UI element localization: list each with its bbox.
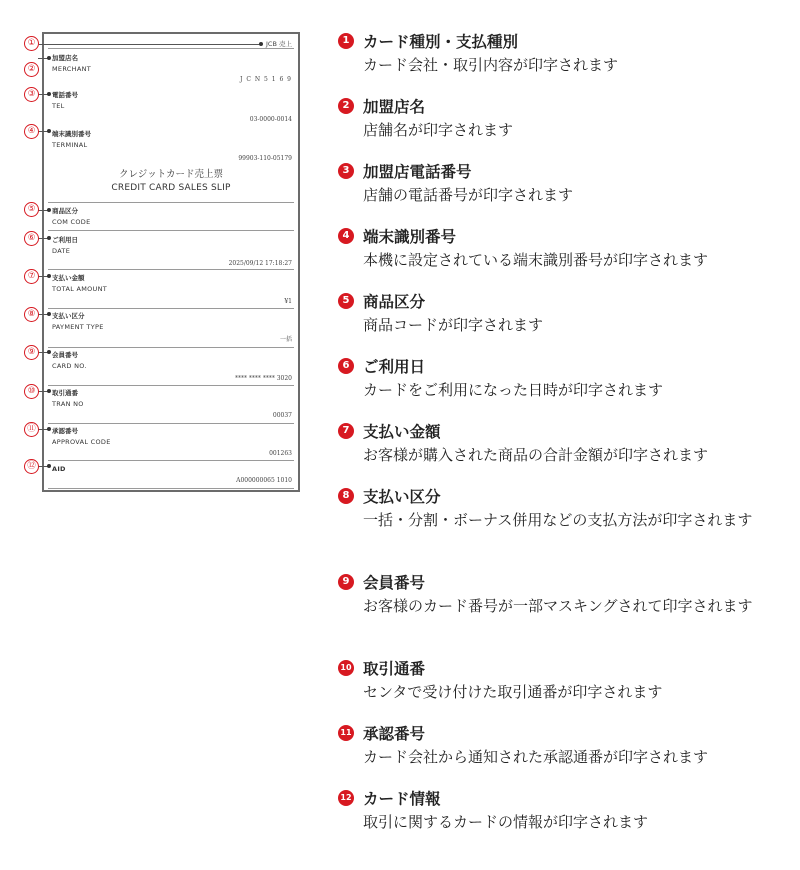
tran-value: 00037 <box>272 412 292 419</box>
divider <box>48 48 294 49</box>
tran-label-en: TRAN NO <box>52 400 84 408</box>
approval-value: 001263 <box>269 450 292 457</box>
divider <box>48 423 294 424</box>
legend-number: 11 <box>338 725 354 741</box>
divider <box>48 460 294 461</box>
aid-value: A000000065 1010 <box>236 477 292 484</box>
legend-title: 加盟店名 <box>363 98 426 116</box>
legend-title: 取引通番 <box>363 660 426 678</box>
terminal-label-en: TERMINAL <box>52 141 88 149</box>
legend-title: 商品区分 <box>363 293 426 311</box>
date-value: 2025/09/12 17:18:27 <box>228 260 292 267</box>
legend-number: 12 <box>338 790 354 806</box>
tran-label-jp: 取引通番 <box>52 389 78 397</box>
legend-number: 7 <box>338 423 354 439</box>
merchant-label-jp: 加盟店名 <box>52 54 78 62</box>
marker-12: ⑫ <box>24 459 39 474</box>
payment-value: 一括 <box>279 336 292 343</box>
legend-number: 5 <box>338 293 354 309</box>
approval-label-en: APPROVAL CODE <box>52 438 111 446</box>
marker-11: ⑪ <box>24 422 39 437</box>
marker-8: ⑧ <box>24 307 39 322</box>
legend-number: 4 <box>338 228 354 244</box>
merchant-label-en: MERCHANT <box>52 65 92 73</box>
connector-dot <box>259 42 263 46</box>
legend-description: センタで受け付けた取引通番が印字されます <box>363 683 663 701</box>
marker-6: ⑥ <box>24 231 39 246</box>
tel-label-en: TEL <box>52 102 65 110</box>
divider <box>48 385 294 386</box>
legend-description: お客様が購入された商品の合計金額が印字されます <box>363 446 709 464</box>
card-label-jp: 会員番号 <box>52 351 78 359</box>
divider <box>48 202 294 203</box>
legend-title: 会員番号 <box>363 574 426 592</box>
com-label-en: COM CODE <box>52 218 91 226</box>
connector-dot <box>47 92 51 96</box>
connector-dot <box>47 350 51 354</box>
date-label-en: DATE <box>52 247 71 255</box>
card-label-en: CARD NO. <box>52 362 87 370</box>
divider <box>48 230 294 231</box>
connector-dot <box>47 236 51 240</box>
legend-title: 承認番号 <box>363 725 426 743</box>
connector-dot <box>47 208 51 212</box>
legend-number: 10 <box>338 660 354 676</box>
legend-number: 8 <box>338 488 354 504</box>
marker-4: ④ <box>24 124 39 139</box>
legend-description: 店舗名が印字されます <box>363 121 514 139</box>
legend-description: 商品コードが印字されます <box>363 316 544 334</box>
marker-1: ① <box>24 36 39 51</box>
legend-title: 加盟店電話番号 <box>363 163 472 181</box>
connector-dot <box>47 427 51 431</box>
divider <box>48 308 294 309</box>
terminal-value: 99903-110-05179 <box>238 155 292 162</box>
payment-label-en: PAYMENT TYPE <box>52 323 104 331</box>
marker-3: ③ <box>24 87 39 102</box>
payment-label-jp: 支払い区分 <box>52 312 85 320</box>
amount-label-jp: 支払い金額 <box>52 274 85 282</box>
receipt-diagram <box>0 0 320 520</box>
connector-dot <box>47 464 51 468</box>
connector-dot <box>47 274 51 278</box>
terminal-label-jp: 端末識別番号 <box>52 130 91 138</box>
slip-title-jp: クレジットカード売上票 <box>119 169 223 180</box>
card-type-value: JCB 売上 <box>266 40 292 48</box>
legend-description: お客様のカード番号が一部マスキングされて印字されます <box>363 597 753 615</box>
marker-10: ⑩ <box>24 384 39 399</box>
legend-description: 一括・分割・ボーナス併用などの支払方法が印字されます <box>363 511 753 529</box>
legend-description: カード会社から通知された承認通番が印字されます <box>363 748 709 766</box>
connector-dot <box>47 129 51 133</box>
connector-dot <box>47 389 51 393</box>
amount-label-en: TOTAL AMOUNT <box>52 285 108 293</box>
legend-title: カード種別・支払種別 <box>363 33 519 51</box>
slip-title-en: CREDIT CARD SALES SLIP <box>111 183 231 193</box>
legend-number: 1 <box>338 33 354 49</box>
legend-title: ご利用日 <box>363 358 426 376</box>
approval-label-jp: 承認番号 <box>52 427 78 435</box>
marker-9: ⑨ <box>24 345 39 360</box>
connector-line <box>39 44 261 45</box>
legend-description: 取引に関するカードの情報が印字されます <box>363 813 649 831</box>
legend-description: カードをご利用になった日時が印字されます <box>363 381 664 399</box>
marker-7: ⑦ <box>24 269 39 284</box>
sales-slip <box>42 32 300 492</box>
aid-label-en: AID <box>52 465 66 473</box>
legend-title: 端末識別番号 <box>363 228 457 246</box>
divider <box>48 488 294 489</box>
legend-description: 店舗の電話番号が印字されます <box>363 186 574 204</box>
divider <box>48 269 294 270</box>
connector-dot <box>47 56 51 60</box>
legend-title: カード情報 <box>363 790 441 808</box>
divider <box>48 347 294 348</box>
connector-dot <box>47 312 51 316</box>
legend-description: 本機に設定されている端末識別番号が印字されます <box>363 251 709 269</box>
com-label-jp: 商品区分 <box>52 207 78 215</box>
legend-number: 2 <box>338 98 354 114</box>
merchant-value: J C N 5 1 6 9 <box>240 76 292 83</box>
legend-number: 6 <box>338 358 354 374</box>
legend-title: 支払い区分 <box>363 488 441 506</box>
amount-value: ¥1 <box>284 298 292 305</box>
legend-description: カード会社・取引内容が印字されます <box>363 56 619 74</box>
legend-number: 9 <box>338 574 354 590</box>
date-label-jp: ご利用日 <box>52 236 78 244</box>
card-value: **** **** **** 3020 <box>235 375 292 382</box>
marker-5: ⑤ <box>24 202 39 217</box>
tel-label-jp: 電話番号 <box>52 91 78 99</box>
legend-title: 支払い金額 <box>363 423 441 441</box>
marker-2: ② <box>24 62 39 77</box>
tel-value: 03-0000-0014 <box>249 116 292 123</box>
legend-number: 3 <box>338 163 354 179</box>
